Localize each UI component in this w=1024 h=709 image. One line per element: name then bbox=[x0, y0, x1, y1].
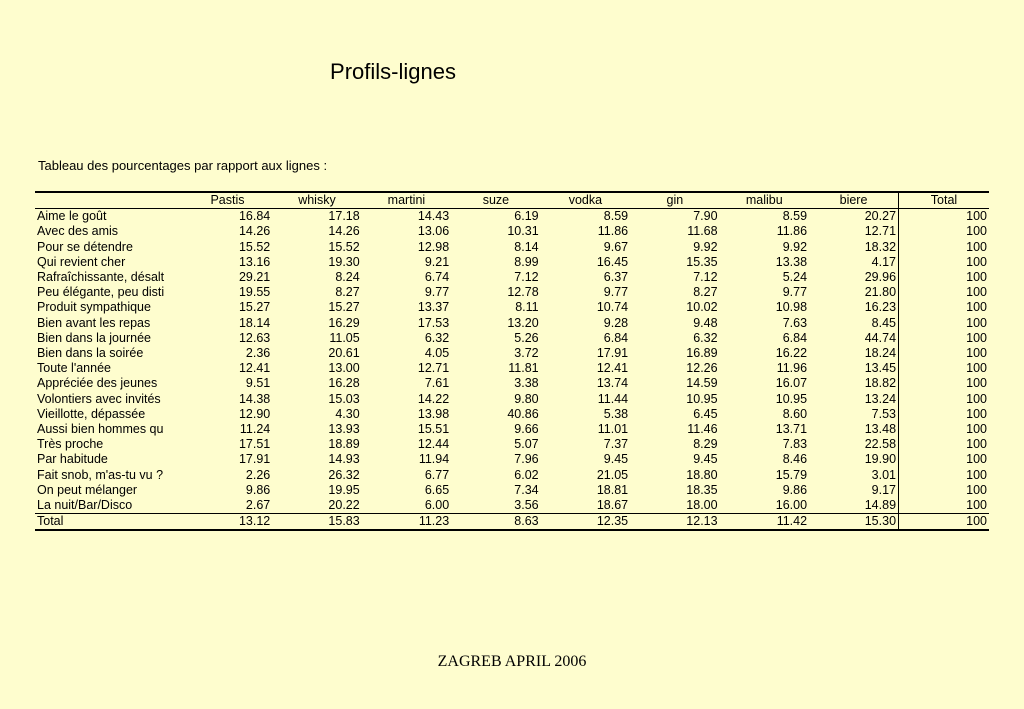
cell-malibu: 11.86 bbox=[776, 224, 808, 239]
row-profile-table bbox=[35, 191, 989, 531]
cell-malibu: 10.98 bbox=[775, 300, 808, 315]
table-footer bbox=[35, 514, 989, 531]
cell-suze: 7.34 bbox=[514, 482, 539, 497]
header-corner bbox=[35, 192, 183, 209]
cell-gin: 7.90 bbox=[693, 209, 718, 224]
cell-pastis: 11.24 bbox=[239, 422, 271, 437]
cell-gin: 18.35 bbox=[686, 482, 718, 497]
cell-gin: 9.92 bbox=[693, 239, 718, 254]
cell-suze: 3.72 bbox=[514, 346, 539, 361]
cell-pastis: 2.26 bbox=[245, 467, 271, 482]
cell-malibu: 16.00 bbox=[720, 498, 809, 514]
cell-vodka: 5.38 bbox=[603, 406, 629, 421]
table-row bbox=[35, 240, 989, 255]
cell-total: 100 bbox=[899, 422, 989, 437]
cell-biere: 13.45 bbox=[864, 361, 897, 376]
table-row bbox=[35, 346, 989, 361]
cell-suze: 3.38 bbox=[514, 376, 539, 391]
table-row bbox=[35, 331, 989, 346]
cell-suze: 6.02 bbox=[514, 467, 539, 482]
cell-biere: 22.58 bbox=[864, 437, 897, 452]
cell-suze: 12.78 bbox=[507, 285, 539, 300]
cell-total: 100 bbox=[899, 498, 989, 514]
cell-martini: 12.44 bbox=[417, 437, 450, 452]
cell-vodka: 7.37 bbox=[603, 437, 629, 452]
row-label: Appréciée des jeunes bbox=[37, 376, 158, 391]
cell-pastis: 15.27 bbox=[238, 300, 271, 315]
cell-whisky: 16.28 bbox=[328, 376, 360, 391]
row-label: La nuit/Bar/Disco bbox=[35, 498, 183, 514]
cell-total: 100 bbox=[899, 452, 989, 467]
cell-vodka: 9.67 bbox=[603, 239, 629, 254]
cell-total: 100 bbox=[899, 514, 989, 531]
cell-biere: 12.71 bbox=[864, 224, 897, 239]
cell-suze: 7.12 bbox=[514, 270, 539, 285]
cell-malibu: 9.92 bbox=[782, 239, 808, 254]
cell-biere: 8.45 bbox=[871, 315, 897, 330]
row-label: Pour se détendre bbox=[37, 239, 133, 254]
cell-biere: 18.32 bbox=[864, 239, 897, 254]
cell-suze: 8.63 bbox=[451, 514, 540, 531]
cell-suze: 9.80 bbox=[514, 391, 539, 406]
row-label: Bien dans la soirée bbox=[37, 346, 144, 361]
cell-total: 100 bbox=[899, 255, 989, 270]
cell-martini: 14.43 bbox=[417, 209, 450, 224]
cell-whisky: 15.83 bbox=[272, 514, 361, 531]
total-row bbox=[35, 514, 989, 531]
cell-malibu: 13.71 bbox=[775, 422, 808, 437]
cell-suze: 8.14 bbox=[514, 239, 539, 254]
cell-whisky: 14.93 bbox=[328, 452, 360, 467]
cell-gin: 18.00 bbox=[630, 498, 719, 514]
column-header-martini: martini bbox=[362, 192, 451, 209]
cell-pastis: 9.86 bbox=[245, 482, 271, 497]
column-header-vodka: vodka bbox=[541, 192, 630, 209]
cell-pastis: 19.55 bbox=[238, 285, 271, 300]
cell-gin: 6.32 bbox=[693, 330, 718, 345]
cell-malibu: 8.59 bbox=[782, 209, 808, 224]
footer-caption: ZAGREB APRIL 2006 bbox=[437, 653, 587, 670]
table-row bbox=[35, 498, 989, 514]
cell-gin: 10.02 bbox=[686, 300, 718, 315]
cell-biere: 3.01 bbox=[871, 467, 897, 482]
row-label: Rafraîchissante, désalt bbox=[37, 270, 165, 285]
cell-gin: 11.46 bbox=[687, 422, 718, 437]
cell-martini: 13.06 bbox=[417, 224, 450, 239]
cell-malibu: 9.86 bbox=[782, 482, 808, 497]
cell-martini: 11.23 bbox=[362, 514, 451, 531]
cell-vodka: 6.84 bbox=[603, 330, 629, 345]
cell-biere: 4.17 bbox=[871, 254, 897, 269]
cell-vodka: 11.86 bbox=[597, 224, 629, 239]
cell-gin: 11.68 bbox=[687, 224, 718, 239]
row-label: Qui revient cher bbox=[37, 254, 126, 269]
cell-martini: 12.71 bbox=[417, 361, 450, 376]
cell-gin: 18.80 bbox=[686, 467, 718, 482]
cell-pastis: 13.16 bbox=[238, 254, 271, 269]
cell-biere: 20.27 bbox=[864, 209, 897, 224]
cell-whisky: 16.29 bbox=[328, 315, 360, 330]
cell-malibu: 7.63 bbox=[782, 315, 808, 330]
cell-malibu: 6.84 bbox=[782, 330, 808, 345]
table-row bbox=[35, 452, 989, 467]
row-label: Peu élégante, peu disti bbox=[37, 285, 165, 300]
cell-martini: 14.22 bbox=[417, 391, 450, 406]
cell-martini: 13.37 bbox=[417, 300, 450, 315]
cell-gin: 12.13 bbox=[630, 514, 719, 531]
column-header-whisky: whisky bbox=[272, 192, 361, 209]
cell-pastis: 12.90 bbox=[238, 406, 271, 421]
cell-pastis: 14.26 bbox=[238, 224, 271, 239]
cell-biere: 18.82 bbox=[864, 376, 897, 391]
column-header-suze: suze bbox=[451, 192, 540, 209]
cell-vodka: 6.37 bbox=[603, 270, 629, 285]
cell-total: 100 bbox=[899, 437, 989, 452]
cell-whisky: 8.27 bbox=[335, 285, 360, 300]
cell-biere: 19.90 bbox=[864, 452, 897, 467]
row-label: Vieillotte, dépassée bbox=[37, 406, 146, 421]
cell-total: 100 bbox=[899, 209, 989, 225]
cell-whisky: 13.00 bbox=[328, 361, 360, 376]
cell-vodka: 21.05 bbox=[596, 467, 629, 482]
cell-martini: 15.51 bbox=[417, 422, 450, 437]
cell-suze: 5.26 bbox=[514, 330, 539, 345]
cell-whisky: 26.32 bbox=[328, 467, 360, 482]
cell-gin: 9.45 bbox=[693, 452, 718, 467]
cell-gin: 6.45 bbox=[693, 406, 718, 421]
cell-malibu: 10.95 bbox=[775, 391, 808, 406]
table-row bbox=[35, 376, 989, 391]
cell-malibu: 5.24 bbox=[782, 270, 808, 285]
cell-vodka: 13.74 bbox=[596, 376, 629, 391]
cell-vodka: 10.74 bbox=[596, 300, 629, 315]
cell-whisky: 18.89 bbox=[328, 437, 360, 452]
table-row bbox=[35, 483, 989, 498]
cell-martini: 9.21 bbox=[424, 254, 450, 269]
cell-suze: 9.66 bbox=[514, 422, 539, 437]
cell-malibu: 9.77 bbox=[782, 285, 808, 300]
cell-vodka: 16.45 bbox=[596, 254, 629, 269]
page-title: Profils-lignes bbox=[330, 59, 456, 84]
cell-gin: 9.48 bbox=[693, 315, 718, 330]
cell-biere: 16.23 bbox=[864, 300, 897, 315]
cell-total: 100 bbox=[899, 361, 989, 376]
cell-pastis: 12.41 bbox=[238, 361, 271, 376]
table-body bbox=[35, 209, 989, 514]
cell-gin: 14.59 bbox=[686, 376, 718, 391]
table-row bbox=[35, 437, 989, 452]
cell-martini: 9.77 bbox=[424, 285, 450, 300]
cell-martini: 7.61 bbox=[424, 376, 450, 391]
cell-gin: 8.27 bbox=[693, 285, 718, 300]
table-row bbox=[35, 285, 989, 300]
cell-total: 100 bbox=[899, 483, 989, 498]
cell-malibu: 16.22 bbox=[775, 346, 808, 361]
cell-total: 100 bbox=[899, 300, 989, 315]
cell-biere: 15.30 bbox=[809, 514, 898, 531]
cell-vodka: 12.41 bbox=[596, 361, 629, 376]
cell-pastis: 2.67 bbox=[183, 498, 272, 514]
cell-suze: 10.31 bbox=[507, 224, 539, 239]
cell-vodka: 18.67 bbox=[541, 498, 630, 514]
row-label: Aussi bien hommes qu bbox=[37, 422, 164, 437]
row-label: Fait snob, m'as-tu vu ? bbox=[37, 467, 164, 482]
cell-total: 100 bbox=[899, 285, 989, 300]
cell-vodka: 9.77 bbox=[603, 285, 629, 300]
cell-vodka: 9.28 bbox=[603, 315, 629, 330]
cell-whisky: 14.26 bbox=[328, 224, 360, 239]
table-caption: Tableau des pourcentages par rapport aux lignes : bbox=[38, 158, 328, 173]
header-row bbox=[35, 192, 989, 209]
cell-whisky: 17.18 bbox=[328, 209, 360, 224]
cell-malibu: 16.07 bbox=[775, 376, 808, 391]
cell-pastis: 2.36 bbox=[245, 346, 271, 361]
cell-total: 100 bbox=[899, 376, 989, 391]
cell-whisky: 19.95 bbox=[328, 482, 360, 497]
cell-gin: 8.29 bbox=[693, 437, 718, 452]
table-row bbox=[35, 300, 989, 315]
cell-total: 100 bbox=[899, 407, 989, 422]
cell-gin: 15.35 bbox=[686, 254, 718, 269]
cell-biere: 29.96 bbox=[864, 270, 897, 285]
cell-martini: 6.32 bbox=[424, 330, 450, 345]
cell-gin: 10.95 bbox=[686, 391, 718, 406]
cell-gin: 16.89 bbox=[686, 346, 718, 361]
cell-malibu: 11.42 bbox=[720, 514, 809, 531]
cell-suze: 8.11 bbox=[515, 300, 539, 315]
cell-suze: 6.19 bbox=[514, 209, 539, 224]
cell-total: 100 bbox=[899, 240, 989, 255]
cell-malibu: 13.38 bbox=[775, 254, 808, 269]
cell-suze: 11.81 bbox=[508, 361, 539, 376]
table-row bbox=[35, 422, 989, 437]
table-row bbox=[35, 255, 989, 270]
cell-biere: 13.24 bbox=[864, 391, 897, 406]
cell-pastis: 18.14 bbox=[238, 315, 271, 330]
column-header-malibu: malibu bbox=[720, 192, 809, 209]
cell-pastis: 14.38 bbox=[238, 391, 271, 406]
table-header bbox=[35, 192, 989, 209]
cell-suze: 7.96 bbox=[514, 452, 539, 467]
cell-suze: 5.07 bbox=[514, 437, 539, 452]
cell-whisky: 20.61 bbox=[328, 346, 360, 361]
cell-biere: 9.17 bbox=[871, 482, 897, 497]
column-header-pastis: Pastis bbox=[183, 192, 272, 209]
cell-malibu: 15.79 bbox=[775, 467, 808, 482]
cell-gin: 7.12 bbox=[693, 270, 718, 285]
cell-biere: 14.89 bbox=[809, 498, 898, 514]
cell-vodka: 11.01 bbox=[597, 422, 629, 437]
column-header-biere: biere bbox=[809, 192, 898, 209]
cell-whisky: 20.22 bbox=[272, 498, 361, 514]
cell-gin: 12.26 bbox=[686, 361, 718, 376]
cell-vodka: 8.59 bbox=[603, 209, 629, 224]
cell-whisky: 8.24 bbox=[335, 270, 360, 285]
cell-total: 100 bbox=[899, 270, 989, 285]
cell-pastis: 17.51 bbox=[238, 437, 271, 452]
cell-pastis: 17.91 bbox=[238, 452, 271, 467]
cell-malibu: 8.46 bbox=[782, 452, 808, 467]
cell-total: 100 bbox=[899, 316, 989, 331]
cell-pastis: 13.12 bbox=[183, 514, 272, 531]
cell-total: 100 bbox=[899, 392, 989, 407]
cell-malibu: 11.96 bbox=[776, 361, 808, 376]
cell-whisky: 13.93 bbox=[328, 422, 360, 437]
cell-biere: 13.48 bbox=[864, 422, 897, 437]
cell-malibu: 7.83 bbox=[782, 437, 808, 452]
cell-vodka: 11.44 bbox=[597, 391, 629, 406]
table-row bbox=[35, 361, 989, 376]
cell-malibu: 8.60 bbox=[782, 406, 808, 421]
cell-whisky: 15.03 bbox=[328, 391, 360, 406]
cell-whisky: 4.30 bbox=[335, 406, 360, 421]
column-header-total: Total bbox=[899, 192, 989, 209]
cell-pastis: 29.21 bbox=[238, 270, 271, 285]
cell-biere: 44.74 bbox=[864, 330, 897, 345]
row-label: Bien dans la journée bbox=[37, 330, 151, 345]
row-label: Volontiers avec invités bbox=[37, 391, 161, 406]
total-label: Total bbox=[35, 514, 183, 531]
cell-vodka: 18.81 bbox=[596, 482, 629, 497]
cell-suze: 8.99 bbox=[514, 254, 539, 269]
cell-martini: 11.94 bbox=[418, 452, 450, 467]
cell-vodka: 9.45 bbox=[603, 452, 629, 467]
cell-pastis: 15.52 bbox=[238, 239, 271, 254]
row-label: Avec des amis bbox=[37, 224, 119, 239]
table-row bbox=[35, 468, 989, 483]
cell-vodka: 12.35 bbox=[541, 514, 630, 531]
table-row bbox=[35, 407, 989, 422]
table-row bbox=[35, 224, 989, 239]
row-label: Très proche bbox=[37, 437, 104, 452]
cell-total: 100 bbox=[899, 346, 989, 361]
cell-martini: 17.53 bbox=[417, 315, 450, 330]
row-label: Toute l'année bbox=[37, 361, 111, 376]
row-label: Bien avant les repas bbox=[37, 315, 151, 330]
cell-total: 100 bbox=[899, 468, 989, 483]
cell-pastis: 9.51 bbox=[245, 376, 271, 391]
table-row bbox=[35, 316, 989, 331]
cell-pastis: 16.84 bbox=[238, 209, 271, 224]
cell-martini: 4.05 bbox=[424, 346, 450, 361]
cell-total: 100 bbox=[899, 331, 989, 346]
cell-whisky: 15.52 bbox=[328, 239, 360, 254]
row-label: Produit sympathique bbox=[37, 300, 151, 315]
column-header-gin: gin bbox=[630, 192, 719, 209]
row-label: Par habitude bbox=[37, 452, 108, 467]
cell-suze: 40.86 bbox=[507, 406, 539, 421]
cell-whisky: 11.05 bbox=[329, 330, 360, 345]
row-label: On peut mélanger bbox=[37, 482, 138, 497]
cell-suze: 13.20 bbox=[507, 315, 539, 330]
table-row bbox=[35, 209, 989, 225]
cell-pastis: 12.63 bbox=[238, 330, 271, 345]
cell-total: 100 bbox=[899, 224, 989, 239]
cell-martini: 6.65 bbox=[424, 482, 450, 497]
cell-martini: 6.00 bbox=[362, 498, 451, 514]
cell-martini: 13.98 bbox=[417, 406, 450, 421]
cell-biere: 21.80 bbox=[864, 285, 897, 300]
cell-vodka: 17.91 bbox=[596, 346, 629, 361]
cell-biere: 7.53 bbox=[871, 406, 897, 421]
table-row bbox=[35, 392, 989, 407]
cell-suze: 3.56 bbox=[451, 498, 540, 514]
table-row bbox=[35, 270, 989, 285]
cell-biere: 18.24 bbox=[864, 346, 897, 361]
cell-martini: 6.74 bbox=[424, 270, 450, 285]
cell-martini: 6.77 bbox=[424, 467, 450, 482]
cell-whisky: 15.27 bbox=[328, 300, 360, 315]
row-label: Aime le goût bbox=[37, 209, 107, 224]
cell-whisky: 19.30 bbox=[328, 254, 360, 269]
cell-martini: 12.98 bbox=[417, 239, 450, 254]
